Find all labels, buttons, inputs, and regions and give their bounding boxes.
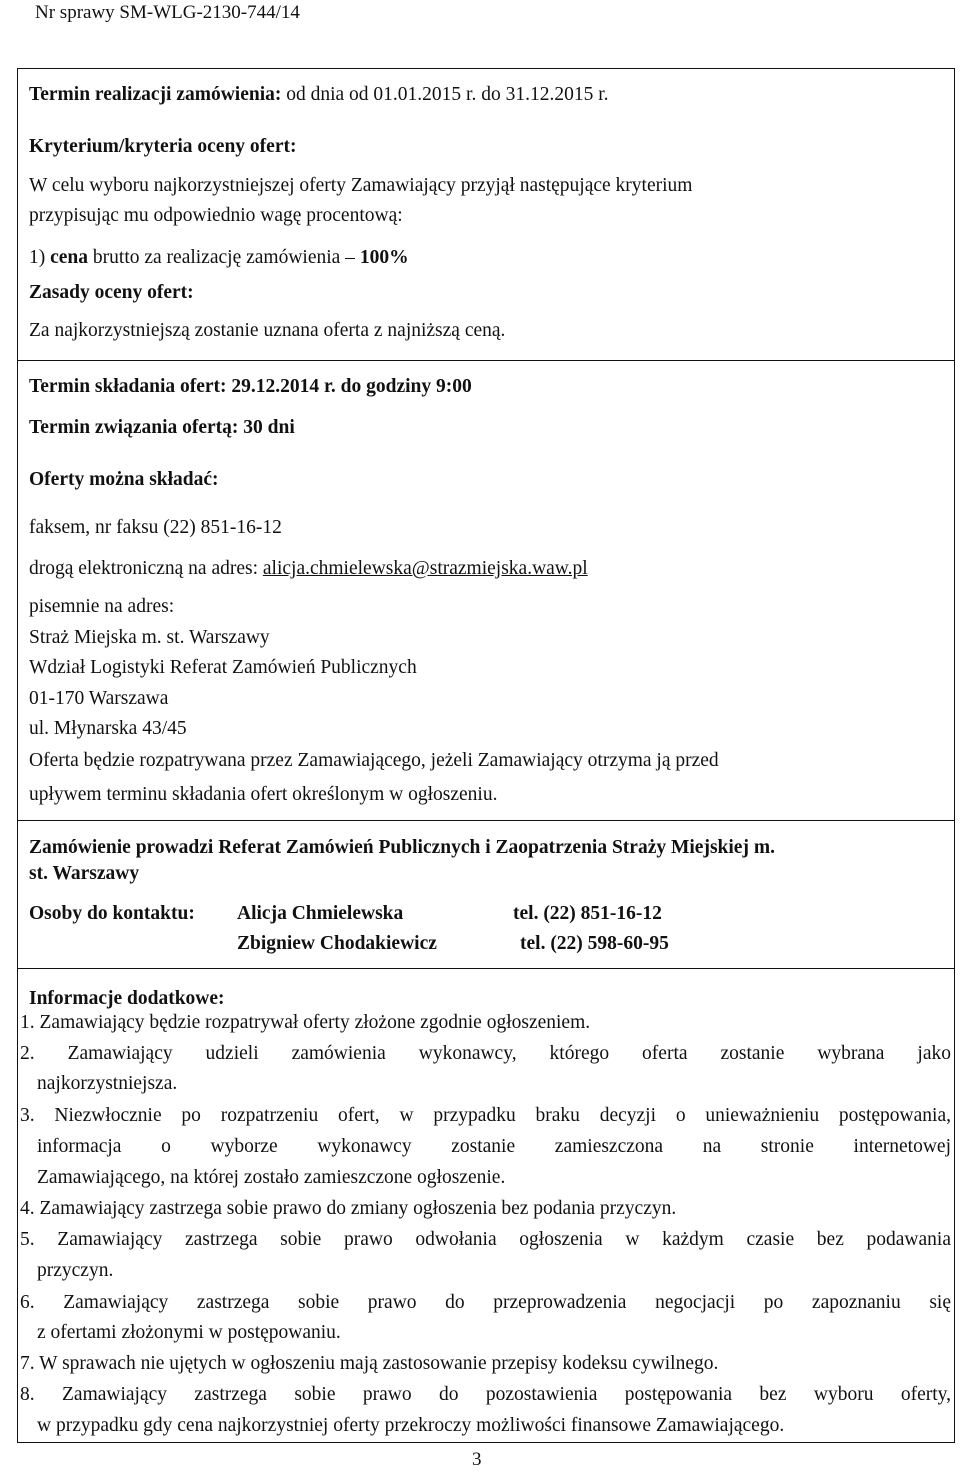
additional-item-6-cont: z ofertami złożonymi w postępowaniu. [37, 1322, 341, 1343]
criteria-item-weight: 100% [359, 247, 409, 268]
section-divider [17, 820, 955, 821]
submission-deadline: Termin składania ofert: 29.12.2014 r. do godziny 9:00 [29, 376, 472, 397]
binding-period: Termin związania ofertą: 30 dni [29, 417, 295, 438]
criteria-intro-line2: przypisując mu odpowiednio wagę procentową: [29, 205, 403, 226]
section-divider [17, 968, 955, 969]
submission-fax: faksem, nr faksu (22) 851-16-12 [29, 517, 282, 538]
contact-name: Zbigniew Chodakiewicz [237, 933, 437, 954]
contact-name: Alicja Chmielewska [237, 903, 404, 924]
submission-heading: Oferty można składać: [29, 469, 219, 490]
additional-item-2-cont: najkorzystniejsza. [37, 1073, 178, 1094]
additional-item-6: 6. Zamawiający zastrzega sobie prawo do przeprowadzenia negocjacji po zapoznaniu się [20, 1292, 951, 1313]
criteria-heading: Kryterium/kryteria oceny ofert: [29, 136, 297, 157]
additional-item-3: 3. Niezwłocznie po rozpatrzeniu ofert, w przypadku braku decyzji o unieważnieniu postępowania, [20, 1105, 951, 1126]
criteria-item-price-label: cena [50, 247, 89, 268]
additional-heading: Informacje dodatkowe: [29, 988, 225, 1009]
additional-item-7: 7. W sprawach nie ujętych w ogłoszeniu mają zastosowanie przepisy kodeksu cywilnego. [20, 1353, 719, 1374]
term-realization [29, 83, 609, 107]
address-line: 01-170 Warszawa [29, 688, 169, 709]
submission-note-line2: upływem terminu składania ofert określonym w ogłoszeniu. [29, 784, 498, 805]
additional-item-4: 4. Zamawiający zastrzega sobie prawo do zmiany ogłoszenia bez podania przyczyn. [20, 1198, 677, 1219]
section-divider [17, 360, 955, 361]
conducted-by-line2: st. Warszawy [29, 863, 140, 884]
additional-item-8-cont: w przypadku gdy cena najkorzystniej oferty przekroczy możliwości finansowe Zamawiającego. [37, 1415, 785, 1436]
address-line: Wdział Logistyki Referat Zamówień Publicznych [29, 657, 417, 678]
rules-text: Za najkorzystniejszą zostanie uznana oferta z najniższą ceną. [29, 320, 506, 341]
additional-item-3-cont: informacja o wyborze wykonawcy zostanie zamieszczona na stronie internetowej [37, 1136, 951, 1157]
address-line: Straż Miejska m. st. Warszawy [29, 627, 270, 648]
address-line: ul. Młynarska 43/45 [29, 718, 187, 739]
contact-phone: tel. (22) 598-60-95 [520, 933, 669, 954]
page-number: 3 [472, 1449, 482, 1470]
rules-heading: Zasady oceny ofert: [29, 282, 194, 303]
contact-phone: tel. (22) 851-16-12 [513, 903, 662, 924]
criteria-item-price [29, 246, 409, 270]
criteria-item-number: 1) [29, 247, 46, 268]
criteria-item-text: brutto za realizację zamówienia – [88, 247, 360, 268]
additional-item-5-cont: przyczyn. [37, 1260, 114, 1281]
additional-item-2: 2. Zamawiający udzieli zamówienia wykonawcy, którego oferta zostanie wybrana jako [20, 1043, 951, 1064]
submission-note-line1: Oferta będzie rozpatrywana przez Zamawiającego, jeżeli Zamawiający otrzyma ją przed [29, 750, 719, 771]
additional-item-3-cont: Zamawiającego, na której zostało zamieszczone ogłoszenie. [37, 1167, 506, 1188]
term-realization-label: Termin realizacji zamówienia: [29, 84, 282, 105]
conducted-by-line1: Zamówienie prowadzi Referat Zamówień Publicznych i Zaopatrzenia Straży Miejskiej m. [29, 837, 775, 858]
criteria-intro-line1: W celu wyboru najkorzystniejszej oferty Zamawiający przyjął następujące kryterium [29, 175, 693, 196]
additional-item-8: 8. Zamawiający zastrzega sobie prawo do pozostawienia postępowania bez wyboru oferty, [20, 1384, 951, 1405]
additional-item-1: 1. Zamawiający będzie rozpatrywał oferty złożone zgodnie ogłoszeniem. [20, 1012, 591, 1033]
postal-label: pisemnie na adres: [29, 596, 175, 617]
term-realization-value: od dnia od 01.01.2015 r. do 31.12.2015 r. [281, 84, 609, 105]
case-reference: Nr sprawy SM-WLG-2130-744/14 [35, 2, 300, 23]
additional-item-5: 5. Zamawiający zastrzega sobie prawo odwołania ogłoszenia w każdym czasie bez podawania [20, 1229, 951, 1250]
submission-email-line [29, 557, 588, 581]
email-link[interactable]: alicja.chmielewska@strazmiejska.waw.pl [262, 558, 588, 579]
email-label: drogą elektroniczną na adres: [29, 558, 263, 579]
contacts-label: Osoby do kontaktu: [29, 903, 195, 924]
